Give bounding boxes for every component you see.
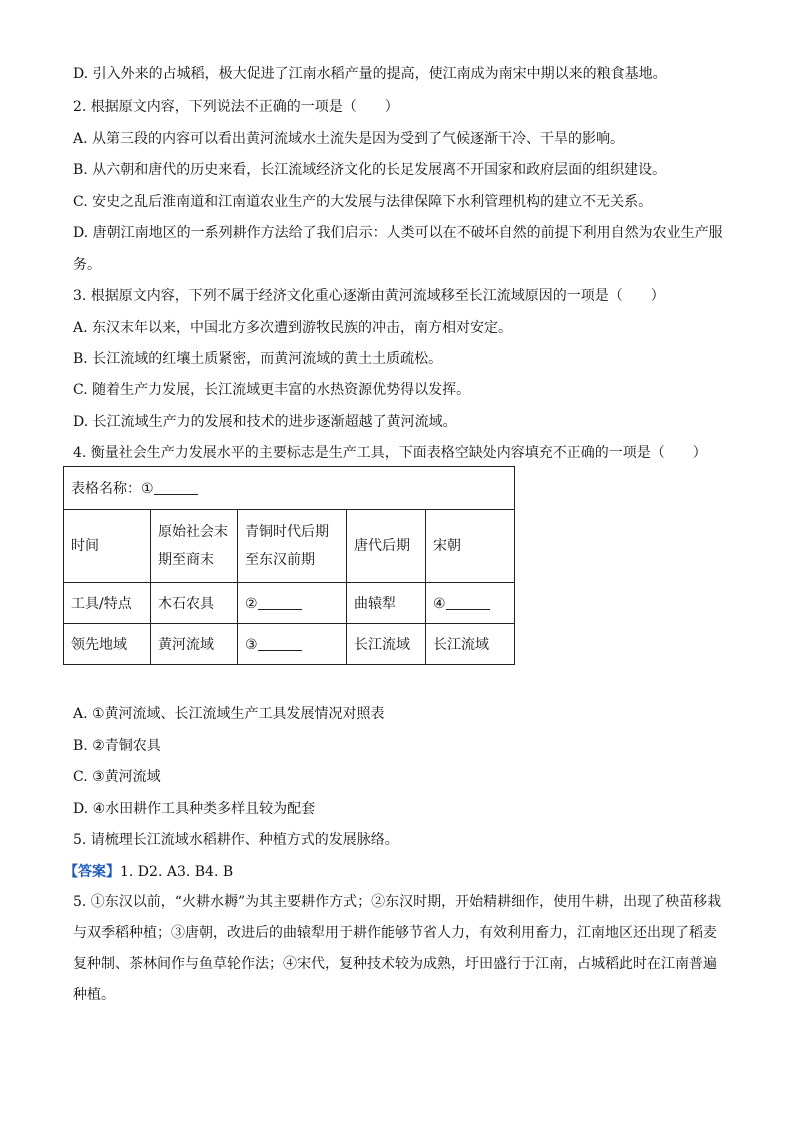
option-3c: C. 随着生产力发展，长江流域更丰富的水热资源优势得以发挥。 xyxy=(73,382,471,398)
option-1d: D. 引入外来的占城稻，极大促进了江南水稻产量的提高，使江南成为南宋中期以来的粮食基地。 xyxy=(73,66,667,82)
option-4b: B. ②青铜农具 xyxy=(73,738,161,754)
table-cell: 木石农具 xyxy=(151,583,238,624)
blank-2 xyxy=(258,595,302,610)
blank-label-2: ② xyxy=(245,595,258,612)
option-4d: D. ④水田耕作工具种类多样且较为配套 xyxy=(73,801,316,817)
answer-text: 1. D2. A3. B4. B xyxy=(120,864,234,880)
table-cell: 黄河流域 xyxy=(151,624,238,665)
answer-label: 【答案】 xyxy=(64,864,120,880)
table-cell: 曲辕犁 xyxy=(347,583,426,624)
table-title: 表格名称：① xyxy=(71,481,154,497)
question-3: 3. 根据原文内容，下列不属于经济文化重心逐渐由黄河流域移至长江流域原因的一项是（ ） xyxy=(73,288,665,304)
option-4c: C. ③黄河流域 xyxy=(73,769,161,785)
table-cell: 长江流域 xyxy=(426,624,515,665)
option-4a: A. ①黄河流域、长江流域生产工具发展情况对照表 xyxy=(73,706,385,722)
table-cell xyxy=(238,583,347,624)
option-3b: B. 长江流域的红壤土质紧密，而黄河流域的黄土土质疏松。 xyxy=(73,351,443,367)
option-3a: A. 东汉末年以来，中国北方多次遭到游牧民族的冲击，南方相对安定。 xyxy=(73,320,513,336)
table-cell xyxy=(238,624,347,665)
option-3d: D. 长江流域生产力的发展和技术的进步逐渐超越了黄河流域。 xyxy=(73,414,457,430)
blank-1 xyxy=(154,480,198,495)
comparison-table xyxy=(63,466,515,665)
answer-5-text: 5. ①东汉以前，“火耕水耨”为其主要耕作方式；②东汉时期，开始精耕细作，使用牛耕，出现了秧苗移栽与双季稻种植；③唐朝，改进后的曲辕犁用于耕作能够节省人力，有效利用畜力，江南地区还出现了稻麦复种制、茶林间作与鱼草轮作法；④宋代，复种技术较为成熟，圩田盛行于江南，占城稻此时在江南普遍种植。 xyxy=(73,894,722,1003)
option-2a: A. 从第三段的内容可以看出黄河流域水土流失是因为受到了气候逐渐干冷、干旱的影响。 xyxy=(73,131,625,147)
table-row xyxy=(64,624,515,665)
header-cell: 宋朝 xyxy=(426,510,515,583)
blank-4 xyxy=(446,595,490,610)
option-2d-line1: D. 唐朝江南地区的一系列耕作方法给了我们启示：人类可以在不破坏自然的前提下利用自然为农业生产服 xyxy=(73,225,723,241)
table-title-cell xyxy=(64,467,515,510)
blank-label-3: ③ xyxy=(245,636,258,653)
answer-line xyxy=(64,862,714,882)
header-cell: 青铜时代后期至东汉前期 xyxy=(238,510,347,583)
question-4: 4. 衡量社会生产力发展水平的主要标志是生产工具，下面表格空缺处内容填充不正确的一项是（ ） xyxy=(73,445,707,461)
option-2b: B. 从六朝和唐代的历史来看，长江流域经济文化的长足发展离不开国家和政府层面的组织建设。 xyxy=(73,162,667,178)
table-cell: 长江流域 xyxy=(347,624,426,665)
question-5: 5. 请梳理长江流域水稻耕作、种植方式的发展脉络。 xyxy=(73,832,399,848)
header-cell: 时间 xyxy=(64,510,151,583)
question-2: 2. 根据原文内容，下列说法不正确的一项是（ ） xyxy=(73,99,399,115)
table-cell: 工具/特点 xyxy=(64,583,151,624)
header-cell: 唐代后期 xyxy=(347,510,426,583)
table-cell xyxy=(426,583,515,624)
table-row xyxy=(64,583,515,624)
blank-3 xyxy=(258,636,302,651)
option-2c: C. 安史之乱后淮南道和江南道农业生产的大发展与法律保障下水利管理机构的建立不无关系。 xyxy=(73,194,653,210)
header-cell: 原始社会末期至商末 xyxy=(151,510,238,583)
option-2d-line2: 务。 xyxy=(73,257,101,273)
blank-label-4: ④ xyxy=(433,595,446,612)
table-header-row xyxy=(64,510,515,583)
table-cell: 领先地域 xyxy=(64,624,151,665)
